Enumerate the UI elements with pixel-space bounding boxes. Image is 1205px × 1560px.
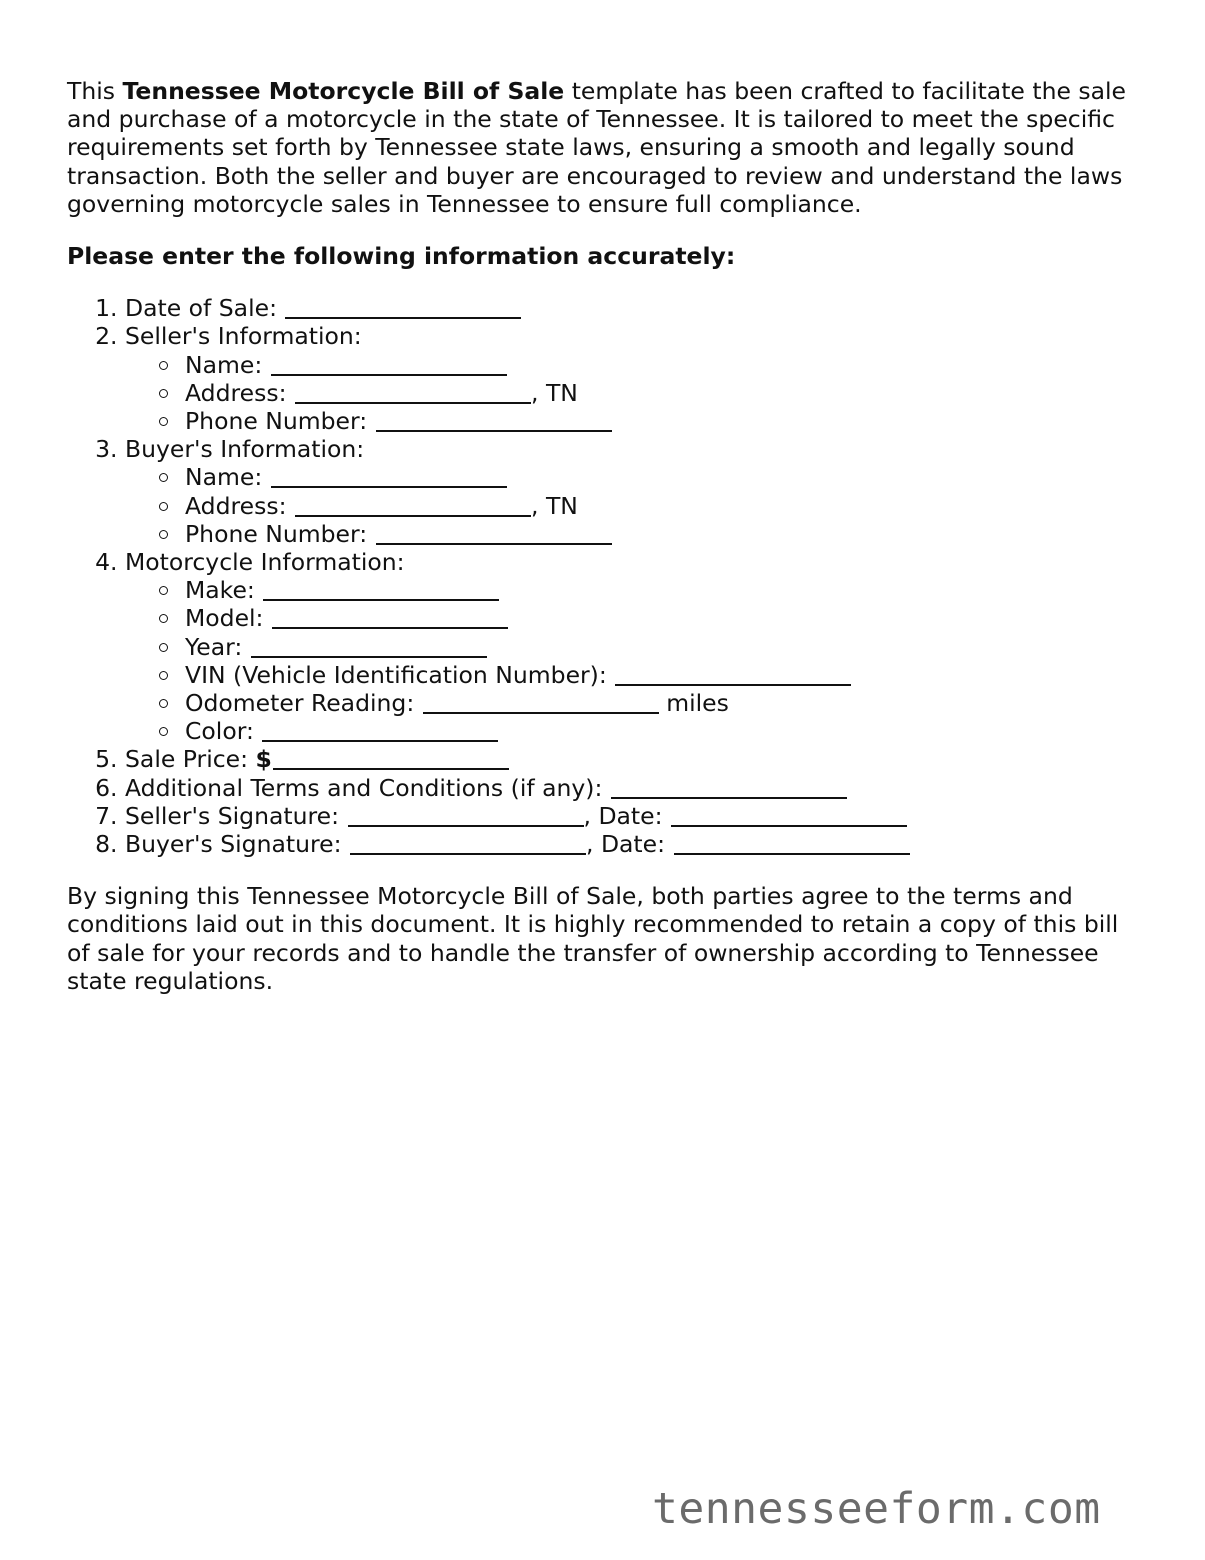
field-seller-signature <box>125 802 1142 830</box>
model-label: Model: <box>185 604 264 633</box>
model-blank[interactable] <box>272 605 508 629</box>
seller-name-blank[interactable] <box>271 352 507 376</box>
seller-date-blank[interactable] <box>671 803 907 827</box>
date-of-sale-blank[interactable] <box>285 295 521 319</box>
make-blank[interactable] <box>263 577 499 601</box>
field-list <box>67 294 1142 858</box>
motorcycle-odometer-item <box>185 689 1142 717</box>
buyer-address-blank[interactable] <box>295 493 531 517</box>
field-buyer-signature <box>125 830 1142 858</box>
field-sale-price <box>125 745 1142 773</box>
date-of-sale-label: Date of Sale: <box>125 294 277 323</box>
color-blank[interactable] <box>262 718 498 742</box>
site-watermark: tennesseeform.com <box>652 1484 1101 1534</box>
seller-name-item <box>185 351 1142 379</box>
color-label: Color: <box>185 717 254 746</box>
field-buyer-information <box>125 435 1142 548</box>
buyer-date-label: , Date: <box>586 830 666 859</box>
buyer-phone-item <box>185 520 1142 548</box>
motorcycle-year-item <box>185 633 1142 661</box>
seller-address-label: Address: <box>185 378 287 407</box>
seller-phone-blank[interactable] <box>376 408 612 432</box>
field-date-of-sale <box>125 294 1142 322</box>
motorcycle-make-item <box>185 576 1142 604</box>
motorcycle-heading: Motorcycle Information: <box>125 548 405 577</box>
seller-phone-item <box>185 407 1142 435</box>
motorcycle-vin-item <box>185 661 1142 689</box>
motorcycle-model-item <box>185 604 1142 632</box>
field-motorcycle-information <box>125 548 1142 745</box>
closing-paragraph: By signing this Tennessee Motorcycle Bill of Sale, both parties agree to the terms and conditions laid out in this document. It is highly recommended to retain a copy of this bill of sale for your records and to handle the transfer of ownership according to Tennessee state regulations. <box>67 882 1119 995</box>
sale-price-blank[interactable] <box>273 746 509 770</box>
seller-address-item <box>185 379 1142 407</box>
seller-name-label: Name: <box>185 350 263 379</box>
seller-phone-label: Phone Number: <box>185 407 368 436</box>
document-body <box>67 77 1142 995</box>
sale-price-label: Sale Price: <box>125 745 249 774</box>
buyer-sublist <box>125 463 1142 548</box>
buyer-name-item <box>185 463 1142 491</box>
buyer-address-state: , TN <box>531 491 578 520</box>
make-label: Make: <box>185 576 255 605</box>
motorcycle-sublist <box>125 576 1142 745</box>
seller-signature-blank[interactable] <box>348 803 584 827</box>
buyer-address-item <box>185 492 1142 520</box>
seller-date-label: , Date: <box>583 801 663 830</box>
odometer-unit: miles <box>666 689 729 718</box>
additional-terms-blank[interactable] <box>611 775 847 799</box>
intro-body: template has been crafted to facilitate the sale and purchase of a motorcycle in the state of Tennessee. It is tailored to meet the specific requirements set forth by Tennessee state laws, ensuring a smooth and legally sound transaction. Both the seller and buyer are encouraged to review and understand the laws governing motorcycle sales in Tennessee to ensure full compliance. <box>67 77 1127 218</box>
buyer-date-blank[interactable] <box>674 831 910 855</box>
odometer-blank[interactable] <box>423 690 659 714</box>
additional-terms-label: Additional Terms and Conditions (if any): <box>125 773 603 802</box>
seller-address-state: , TN <box>531 378 578 407</box>
buyer-heading: Buyer's Information: <box>125 435 365 464</box>
intro-prefix: This <box>67 77 123 105</box>
seller-sublist <box>125 351 1142 436</box>
intro-form-title: Tennessee Motorcycle Bill of Sale <box>122 77 565 105</box>
field-seller-information <box>125 322 1142 435</box>
year-blank[interactable] <box>251 634 487 658</box>
buyer-signature-label: Buyer's Signature: <box>125 830 342 859</box>
field-additional-terms <box>125 774 1142 802</box>
seller-signature-label: Seller's Signature: <box>125 801 340 830</box>
instructions-heading: Please enter the following information accurately: <box>67 242 736 271</box>
vin-blank[interactable] <box>615 662 851 686</box>
intro-paragraph <box>67 77 1142 218</box>
year-label: Year: <box>185 632 243 661</box>
buyer-phone-label: Phone Number: <box>185 519 368 548</box>
seller-heading: Seller's Information: <box>125 322 362 351</box>
buyer-address-label: Address: <box>185 491 287 520</box>
buyer-name-blank[interactable] <box>271 464 507 488</box>
buyer-signature-blank[interactable] <box>350 831 586 855</box>
vin-label: VIN (Vehicle Identification Number): <box>185 660 607 689</box>
odometer-label: Odometer Reading: <box>185 689 415 718</box>
currency-symbol: $ <box>255 745 272 774</box>
seller-address-blank[interactable] <box>295 380 531 404</box>
motorcycle-color-item <box>185 717 1142 745</box>
buyer-phone-blank[interactable] <box>376 521 612 545</box>
buyer-name-label: Name: <box>185 463 263 492</box>
